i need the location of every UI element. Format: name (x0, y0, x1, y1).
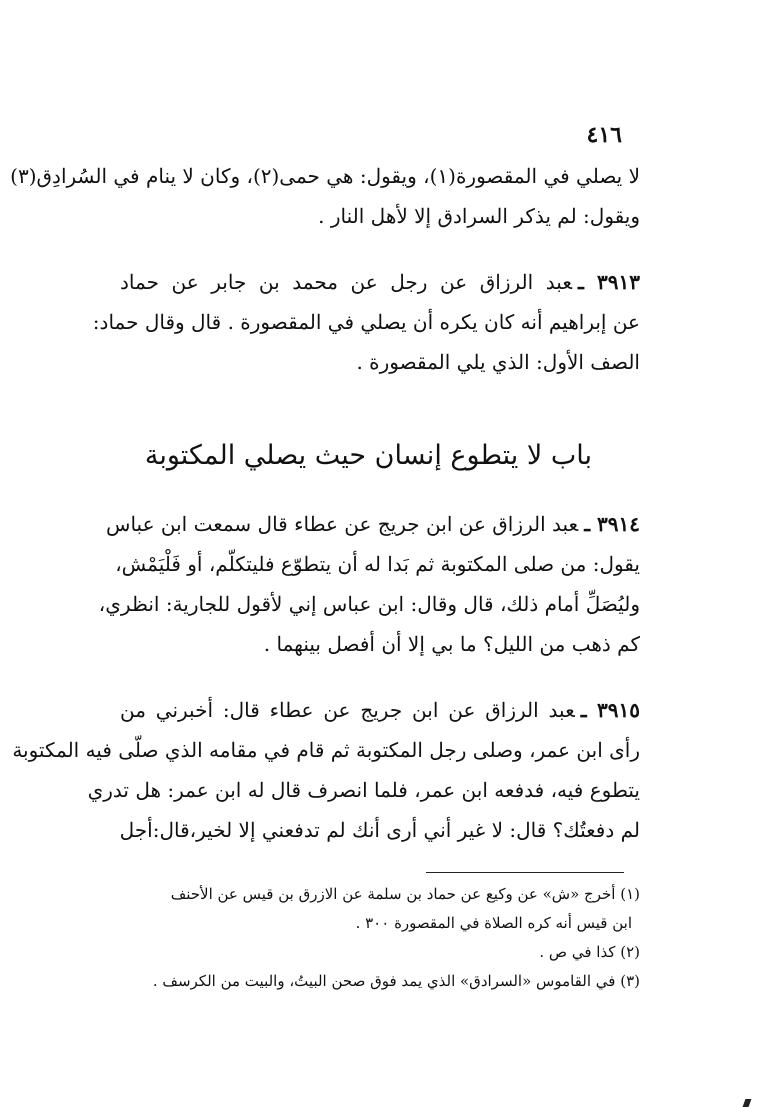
text-line (120, 262, 640, 302)
text-line: وليُصَلِّ أمام ذلك، قال وقال: ابن عباس إني لأقول للجارية: انظري، (98, 592, 640, 616)
text-line (106, 504, 640, 544)
text-line-body: عبد الرزاق عن ابن جريج عن عطاء قال سمعت ابن عباس (106, 512, 579, 536)
text-line-body: عبد الرزاق عن ابن جريج عن عطاء قال: أخبرني من (120, 698, 575, 722)
chapter-heading: باب لا يتطوع إنسان حيث يصلي المكتوبة (144, 440, 592, 471)
footnote: (٣) في القاموس «السرادق» الذي يمد فوق صحن البيتُ، والبيت من الكرسف . (152, 972, 640, 990)
footnote: (٢) كذا في ص . (539, 943, 640, 961)
text-line: يقول: من صلى المكتوبة ثم بَدا له أن يتطوّع فليتكلّم، أو فَلْيَمْش، (115, 552, 640, 576)
footnote-divider (426, 872, 624, 873)
hadith-3914 (98, 504, 640, 664)
paragraph-continuation (10, 156, 640, 236)
hadith-number: ٣٩١٥ ـ (580, 698, 641, 722)
text-line: الصف الأول: الذي يلي المقصورة . (356, 350, 640, 374)
text-line: رأى ابن عمر، وصلى رجل المكتوبة ثم قام في مقامه الذي صلّى فيه المكتوبة (12, 738, 640, 762)
scan-mark (743, 1099, 752, 1107)
text-line: يتطوع فيه، فدفعه ابن عمر، فلما انصرف قال له ابن عمر: هل تدري (87, 778, 640, 802)
text-line: كم ذهب من الليل؟ ما بي إلا أن أفصل بينهما . (263, 632, 640, 656)
footnote: ابن قيس أنه كره الصلاة في المقصورة ٣٠٠ . (355, 914, 632, 932)
hadith-3915 (12, 690, 641, 850)
text-line: ويقول: لم يذكر السرادق إلا لأهل النار . (318, 204, 640, 228)
page-number: ٤١٦ (586, 122, 622, 148)
text-line-body: عبد الرزاق عن رجل عن محمد بن جابر عن حماد (120, 270, 572, 294)
hadith-number: ٣٩١٤ ـ (584, 512, 640, 536)
text-line: لم دفعتُك؟ قال: لا غير أني أرى أنك لم تدفعني إلا لخير،قال:أجل (119, 818, 640, 842)
footnotes (120, 880, 640, 996)
text-line: عن إبراهيم أنه كان يكره أن يصلي في المقصورة . قال وقال حماد: (92, 310, 640, 334)
hadith-3913 (92, 262, 641, 382)
hadith-number: ٣٩١٣ ـ (577, 270, 641, 294)
footnote: (١) أخرج «ش» عن وكيع عن حماد بن سلمة عن الازرق بن قيس عن الأحنف (170, 885, 640, 903)
text-line: لا يصلي في المقصورة(١)، ويقول: هي حمى(٢)، وكان لا ينام في السُرادِق(٣) (10, 164, 640, 188)
text-line (120, 690, 640, 730)
